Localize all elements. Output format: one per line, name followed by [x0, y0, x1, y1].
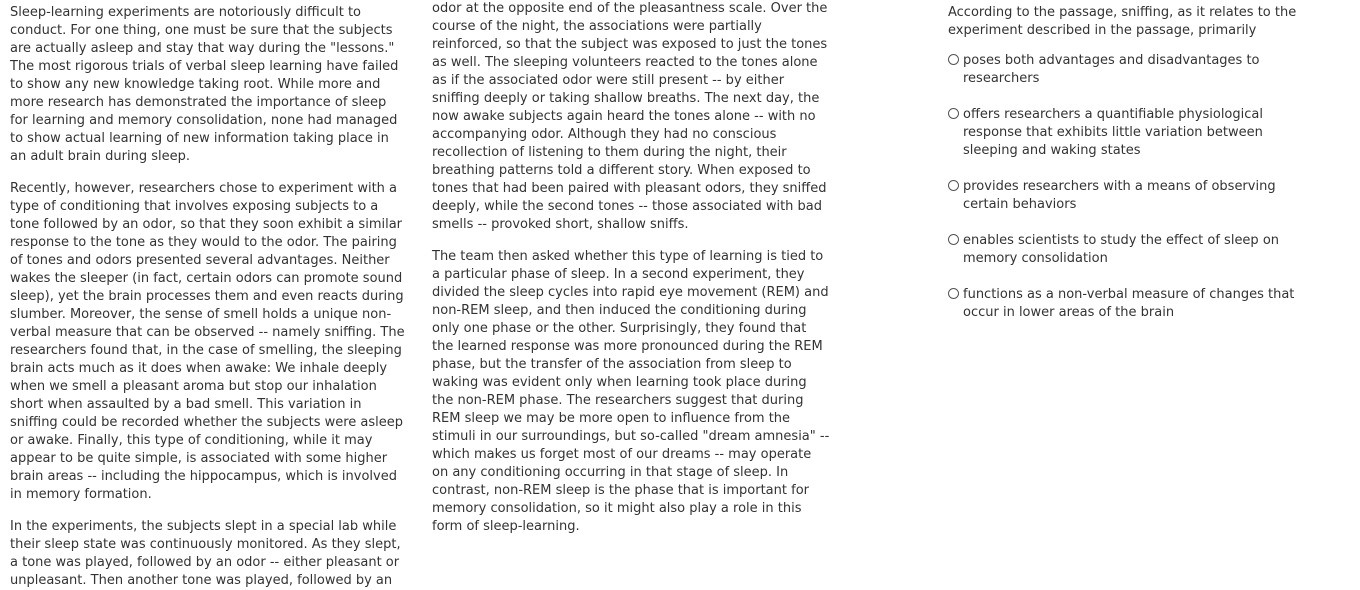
passage-paragraph: Recently, however, researchers chose to experiment with a type of conditioning that involves exposing subjects to a tone followed by an odor, so that they soon exhibit a similar response to the tone as they would to the odor. The pairing of tones and odors presented several advantages. Neither wakes the sleeper (in fact, certain odors can promote sound sleep), yet the brain processes them and even reacts during slumber. Moreover, the sense of smell holds a unique non-verbal measure that can be observed -- namely sniffing. The researchers found that, in the case of smelling, the sleeping brain acts much as it does when awake: We inhale deeply when we smell a pleasant aroma but stop our inhalation short when assaulted by a bad smell. This variation in sniffing could be recorded whether the subjects were asleep or awake. Finally, this type of conditioning, while it may appear to be quite simple, is associated with some higher brain areas -- including the hippocampus, which is involved in memory formation.	[10, 181, 405, 502]
answer-option-text: enables scientists to study the effect of sleep on memory consolidation	[963, 233, 1280, 266]
answer-option-a[interactable]	[948, 52, 1308, 88]
answer-option-e[interactable]	[948, 286, 1308, 322]
answer-option-b[interactable]	[948, 106, 1308, 160]
answer-option-text: poses both advantages and disadvantages to researchers	[963, 53, 1260, 86]
reading-passage	[10, 0, 830, 590]
passage-paragraph: In the experiments, the subjects slept in a special lab while their sleep state was continuously monitored. As they slept, a tone was played, followed by an odor -- either pleasant or unpleasant. Then another tone was played, followed by an odor at the opposite end of the pleasantness scale. Over the course of the night, the associations were partially reinforced, so that the subject was exposed to just the tones as well. The sleeping volunteers reacted to the tones alone as if the associated odor were still present -- by either sniffing deeply or taking shallow breaths. The next day, the now awake subjects again heard the tones alone -- with no accompanying odor. Although they had no conscious recollection of listening to them during the night, their breathing patterns told a different story. When exposed to tones that had been paired with pleasant odors, they sniffed deeply, while the second tones -- those associated with bad smells -- provoked short, shallow sniffs.	[10, 1, 828, 588]
answer-option-c[interactable]	[948, 178, 1308, 214]
radio-button-icon[interactable]	[948, 108, 959, 119]
radio-button-icon[interactable]	[948, 288, 959, 299]
question-stem: According to the passage, sniffing, as it relates to the experiment described in the passage, primarily	[948, 5, 1297, 38]
radio-button-icon[interactable]	[948, 234, 959, 245]
answer-option-d[interactable]	[948, 232, 1308, 268]
passage-paragraph: Sleep-learning experiments are notoriously difficult to conduct. For one thing, one must be sure that the subjects are actually asleep and stay that way during the "lessons." The most rigorous trials of verbal sleep learning have failed to show any new knowledge taking root. While more and more research has demonstrated the importance of sleep for learning and memory consolidation, none had managed to show actual learning of new information taking place in an adult brain during sleep.	[10, 5, 399, 164]
answer-option-text: provides researchers with a means of observing certain behaviors	[963, 179, 1276, 212]
question-panel	[948, 4, 1308, 340]
radio-button-icon[interactable]	[948, 180, 959, 191]
answer-option-text: functions as a non-verbal measure of changes that occur in lower areas of the brain	[963, 287, 1295, 320]
passage-paragraph: The team then asked whether this type of learning is tied to a particular phase of sleep. In a second experiment, they divided the sleep cycles into rapid eye movement (REM) and non-REM sleep, and then induced the conditioning during only one phase or the other. Surprisingly, they found that the learned response was more pronounced during the REM phase, but the transfer of the association from sleep to waking was evident only when learning took place during the non-REM phase. The researchers suggest that during REM sleep we may be more open to influence from the stimuli in our surroundings, but so-called "dream amnesia" -- which makes us forget most of our dreams -- may operate on any conditioning occurring in that stage of sleep. In contrast, non-REM sleep is the phase that is important for memory consolidation, so it might also play a role in this form of sleep-learning.	[432, 249, 830, 534]
answer-option-text: offers researchers a quantifiable physiological response that exhibits little variation between sleeping and waking states	[963, 107, 1263, 158]
radio-button-icon[interactable]	[948, 54, 959, 65]
